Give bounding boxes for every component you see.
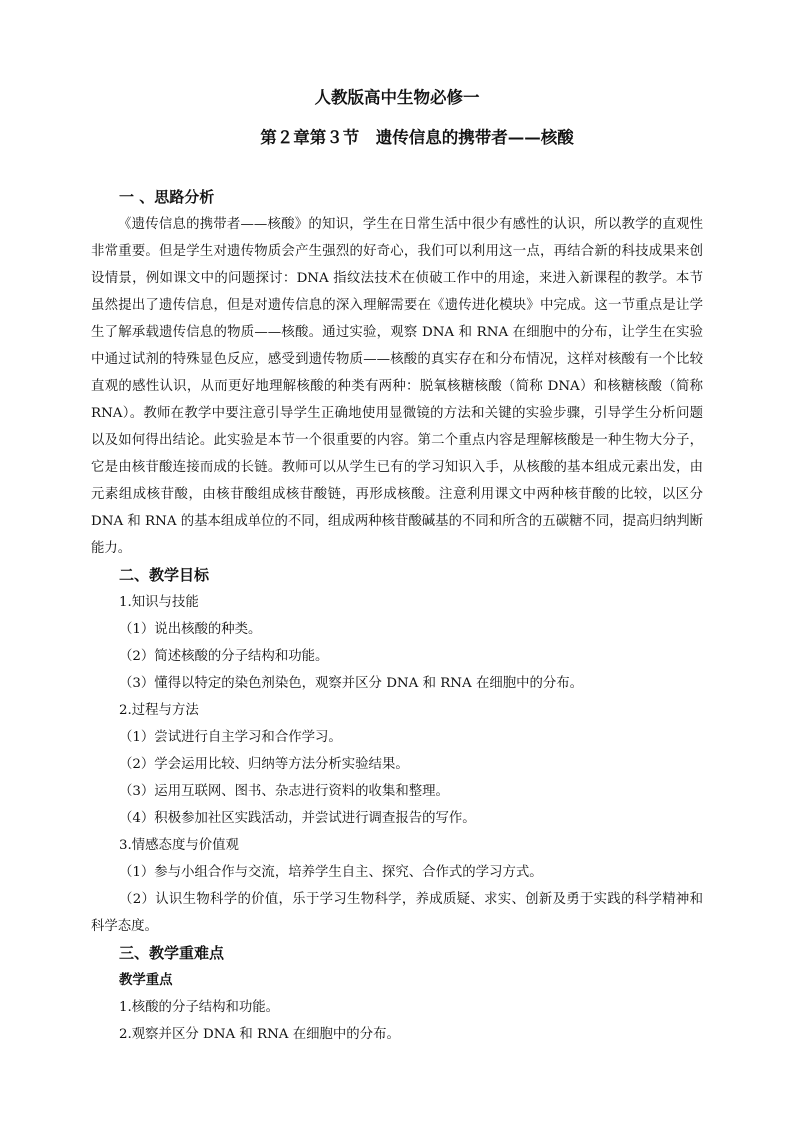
- key-point-item: 2.观察并区分 DNA 和 RNA 在细胞中的分布。: [119, 1027, 400, 1042]
- section-heading-objectives: 二、教学目标: [119, 566, 210, 584]
- objective-group-label: 2.过程与方法: [119, 703, 199, 718]
- objective-item: （2）简述核酸的分子结构和功能。: [119, 649, 329, 664]
- objective-item: （1）参与小组合作与交流，培养学生自主、探究、合作式的学习方式。: [119, 865, 543, 880]
- objective-item: （3）懂得以特定的染色剂染色，观察并区分 DNA 和 RNA 在细胞中的分布。: [119, 676, 584, 691]
- key-points-subheading: 教学重点: [119, 972, 173, 988]
- section-heading-key-points: 三、教学重难点: [119, 944, 225, 962]
- objective-item: （1）尝试进行自主学习和合作学习。: [119, 730, 342, 745]
- document-title: 人教版高中生物必修一: [314, 88, 480, 107]
- analysis-paragraph: 《遗传信息的携带者——核酸》的知识，学生在日常生活中很少有感性的认识，所以教学的直观性非常重要。但是学生对遗传物质会产生强烈的好奇心，我们可以利用这一点，再结合新的科技成果来创设情景，例如课文中的问题探讨：DNA 指纹法技术在侦破工作中的用途，来进入新课程的教学。本节虽然提出了遗传信息，但是对遗传信息的深入理解需要在《遗传进化模块》中完成。这一节重点是让学生了解承载遗传信息的物质——核酸。通过实验，观察 DNA 和 RNA 在细胞中的分布，让学生在实验中通过试剂的特殊显色反应，感受到遗传物质——核酸的真实存在和分布情况，这样对核酸有一个比较直观的感性认识，从而更好地理解核酸的种类有两种：脱氧核糖核酸（简称 DNA）和核糖核酸（简称 RNA）。教师在教学中要注意引导学生正确地使用显微镜的方法和关键的实验步骤，引导学生分析问题以及如何得出结论。此实验是本节一个很重要的内容。第二个重点内容是理解核酸是一种生物大分子，它是由核苷酸连接而成的长链。教师可以从学生已有的学习知识入手，从核酸的基本组成元素出发，由元素组成核苷酸，由核苷酸组成核苷酸链，再形成核酸。注意利用课文中两种核苷酸的比较，以区分 DNA 和 RNA 的基本组成单位的不同，组成两种核苷酸碱基的不同和所含的五碳糖不同，提高归纳判断能力。: [91, 217, 703, 556]
- objective-group-label: 3.情感态度与价值观: [119, 838, 239, 853]
- objective-item: （2）认识生物科学的价值，乐于学习生物科学，养成质疑、求实、创新及勇于实践的科学精神和科学态度。: [91, 892, 703, 934]
- objective-group-label: 1.知识与技能: [119, 595, 199, 610]
- objective-item: （3）运用互联网、图书、杂志进行资料的收集和整理。: [119, 784, 449, 799]
- document-subtitle: 第２章第３节 遗传信息的携带者——核酸: [260, 128, 574, 147]
- objective-item: （1）说出核酸的种类。: [119, 622, 262, 637]
- section-heading-analysis: 一 、思路分析: [119, 188, 215, 206]
- key-point-item: 1.核酸的分子结构和功能。: [119, 1000, 280, 1015]
- document-body: [91, 184, 703, 1048]
- objective-item: （2）学会运用比较、归纳等方法分析实验结果。: [119, 757, 409, 772]
- objective-item: （4）积极参加社区实践活动，并尝试进行调查报告的写作。: [119, 811, 476, 826]
